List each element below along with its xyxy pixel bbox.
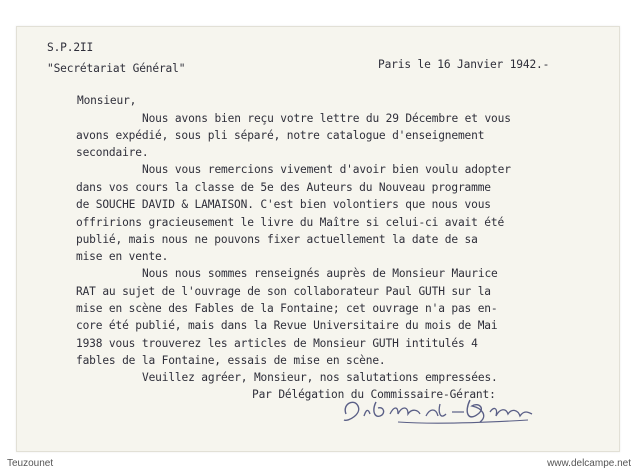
body-line-14: 1938 vous trouverez les articles de Monsieur GUTH intitulés 4 bbox=[76, 337, 478, 350]
department-name: "Secrétariat Général" bbox=[47, 62, 186, 75]
footer-seller-name: Teuzounet bbox=[7, 458, 54, 469]
body-line-12: mise en scène des Fables de la Fontaine; cet ouvrage n'a pas en- bbox=[76, 302, 498, 315]
body-line-5: dans vos cours la classe de 5e des Auteurs du Nouveau programme bbox=[76, 181, 491, 194]
body-line-2: avons expédié, sous pli séparé, notre catalogue d'enseignement bbox=[76, 129, 485, 142]
body-line-6: de SOUCHE DAVID & LAMAISON. C'est bien volontiers que nous vous bbox=[76, 198, 491, 211]
body-line-10: Nous nous sommes renseignés auprès de Monsieur Maurice bbox=[142, 267, 498, 280]
footer-site-link[interactable]: www.delcampe.net bbox=[547, 458, 631, 469]
body-line-3: secondaire. bbox=[76, 146, 149, 159]
handwritten-signature bbox=[338, 392, 538, 428]
reference-number: S.P.2II bbox=[47, 41, 94, 54]
body-line-7: offririons gracieusement le livre du Maître si celui-ci avait été bbox=[76, 216, 505, 229]
body-line-8: publié, mais nous ne pouvons fixer actuellement la date de sa bbox=[76, 233, 478, 246]
salutation: Monsieur, bbox=[77, 94, 137, 107]
body-line-15: fables de la Fontaine, essais de mise en scène. bbox=[76, 354, 386, 367]
closing-line: Par Délégation du Commissaire-Gérant: bbox=[252, 388, 496, 401]
body-line-11: RAT au sujet de l'ouvrage de son collaborateur Paul GUTH sur la bbox=[76, 285, 491, 298]
body-line-16: Veuillez agréer, Monsieur, nos salutations empressées. bbox=[142, 371, 498, 384]
body-line-9: mise en vente. bbox=[76, 250, 169, 263]
body-line-13: core été publié, mais dans la Revue Universitaire du mois de Mai bbox=[76, 319, 498, 332]
body-line-1: Nous avons bien reçu votre lettre du 29 Décembre et vous bbox=[142, 112, 511, 125]
body-line-4: Nous vous remercions vivement d'avoir bien voulu adopter bbox=[142, 163, 511, 176]
letter-date: Paris le 16 Janvier 1942.- bbox=[378, 58, 550, 71]
